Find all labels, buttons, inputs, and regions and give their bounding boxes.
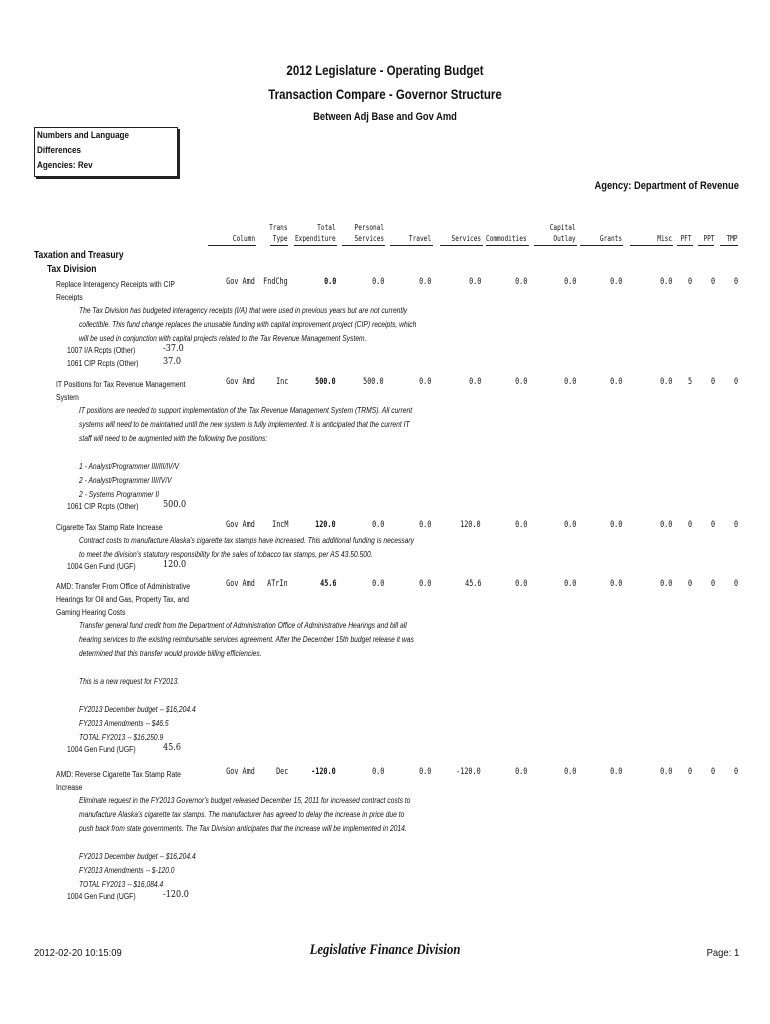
filter-line: Numbers and Language bbox=[37, 130, 129, 141]
header-rule bbox=[342, 245, 385, 246]
transaction-description: 1 - Analyst/Programmer III/III/IV/V bbox=[79, 462, 179, 471]
transaction-description: to meet the division's statutory responsibility for the sales of tobacco tax stamps, per AS 43.50.500. bbox=[79, 550, 373, 559]
transaction-description: hearing services to the existing reimbursable services agreement. After the December 15th budget release it was bbox=[79, 635, 414, 644]
col-header-tmp: TMP bbox=[726, 234, 738, 243]
amount-cell: 0 bbox=[710, 520, 715, 530]
transaction-description: determined that this transfer would provide billing efficiencies. bbox=[79, 649, 262, 658]
amount-cell: 0.0 bbox=[514, 277, 527, 287]
total-expenditure-value: 120.0 bbox=[315, 520, 336, 530]
amount-cell: 0.0 bbox=[418, 767, 431, 777]
header-rule bbox=[208, 245, 256, 246]
amount-cell: 0.0 bbox=[563, 767, 576, 777]
fund-amount: -37.0 bbox=[163, 343, 184, 354]
amount-cell: 0.0 bbox=[659, 520, 672, 530]
header-rule bbox=[698, 245, 714, 246]
transaction-title: AMD: Reverse Cigarette Tax Stamp Rate bbox=[56, 770, 181, 779]
component-heading: Tax Division bbox=[47, 264, 97, 275]
amount-cell: 0.0 bbox=[659, 767, 672, 777]
amount-cell: 120.0 bbox=[460, 520, 481, 530]
transaction-description: collectible. This fund change replaces the unusable funding with capital improvement project (CIP) receipts, which bbox=[79, 320, 417, 329]
transaction-description: TOTAL FY2013 -- $16,250.9 bbox=[79, 733, 164, 742]
footer-timestamp: 2012-02-20 10:15:09 bbox=[34, 947, 122, 959]
col-header-services: Services bbox=[451, 234, 481, 243]
transaction-description: staff will need to be augmented with the following five positions: bbox=[79, 434, 268, 443]
amount-cell: 0 bbox=[710, 767, 715, 777]
amount-cell: 0.0 bbox=[563, 579, 576, 589]
header-rule bbox=[677, 245, 693, 246]
transaction-title: IT Positions for Tax Revenue Management bbox=[56, 380, 186, 389]
transaction-title: Cigarette Tax Stamp Rate Increase bbox=[56, 523, 163, 532]
header-rule bbox=[294, 245, 337, 246]
amount-cell: 0 bbox=[733, 377, 738, 387]
transaction-column: Gov Amd bbox=[226, 767, 255, 777]
amount-cell: -120.0 bbox=[456, 767, 481, 777]
amount-cell: 5 bbox=[687, 377, 692, 387]
total-expenditure-value: 45.6 bbox=[319, 579, 336, 589]
footer-page-number: Page: 1 bbox=[706, 947, 739, 959]
fund-source: 1007 I/A Rcpts (Other) bbox=[67, 346, 136, 355]
fund-source: 1061 CIP Rcpts (Other) bbox=[67, 359, 139, 368]
amount-cell: 0.0 bbox=[418, 277, 431, 287]
transaction-description: manufacture Alaska's cigarette tax stamps. The manufacturer has agreed to delay the increase in price due to bbox=[79, 810, 405, 819]
transaction-type: Dec bbox=[275, 767, 288, 777]
amount-cell: 0.0 bbox=[418, 579, 431, 589]
col-header-total-expenditure: Total Expenditure bbox=[295, 223, 336, 243]
amount-cell: 0.0 bbox=[514, 377, 527, 387]
amount-cell: 0.0 bbox=[609, 520, 622, 530]
fund-source: 1004 Gen Fund (UGF) bbox=[67, 892, 136, 901]
amount-cell: 0.0 bbox=[468, 277, 481, 287]
amount-cell: 0 bbox=[710, 277, 715, 287]
amount-cell: 0.0 bbox=[418, 520, 431, 530]
transaction-description: FY2013 Amendments -- $46.5 bbox=[79, 719, 169, 728]
fund-amount: -120.0 bbox=[163, 889, 189, 900]
amount-cell: 0 bbox=[733, 579, 738, 589]
transaction-description: This is a new request for FY2013. bbox=[79, 677, 180, 686]
report-subtitle: Transaction Compare - Governor Structure bbox=[268, 86, 502, 102]
transaction-title: Receipts bbox=[56, 293, 83, 302]
fund-amount: 37.0 bbox=[163, 356, 181, 367]
amount-cell: 0.0 bbox=[659, 277, 672, 287]
transaction-title: Gaming Hearing Costs bbox=[56, 608, 126, 617]
col-header-commodities: Commodities bbox=[486, 234, 527, 243]
amount-cell: 0.0 bbox=[563, 377, 576, 387]
transaction-description: FY2013 December budget -- $16,204.4 bbox=[79, 852, 196, 861]
amount-cell: 0.0 bbox=[371, 277, 384, 287]
report-title: 2012 Legislature - Operating Budget bbox=[286, 62, 484, 78]
transaction-description: FY2013 December budget -- $16,204.4 bbox=[79, 705, 196, 714]
fund-amount: 45.6 bbox=[163, 742, 181, 753]
amount-cell: 0.0 bbox=[371, 767, 384, 777]
amount-cell: 0.0 bbox=[468, 377, 481, 387]
header-rule bbox=[270, 245, 288, 246]
transaction-column: Gov Amd bbox=[226, 579, 255, 589]
fund-source: 1004 Gen Fund (UGF) bbox=[67, 562, 136, 571]
header-rule bbox=[486, 245, 529, 246]
amount-cell: 0.0 bbox=[609, 579, 622, 589]
transaction-description: FY2013 Amendments -- $-120.0 bbox=[79, 866, 175, 875]
amount-cell: 0.0 bbox=[418, 377, 431, 387]
header-rule bbox=[390, 245, 433, 246]
col-header-grants: Grants bbox=[599, 234, 622, 243]
agency-label: Agency: Department of Revenue bbox=[594, 180, 739, 192]
fund-source: 1004 Gen Fund (UGF) bbox=[67, 745, 136, 754]
amount-cell: 0 bbox=[733, 767, 738, 777]
header-rule bbox=[440, 245, 483, 246]
total-expenditure-value: 0.0 bbox=[323, 277, 336, 287]
amount-cell: 0.0 bbox=[371, 579, 384, 589]
amount-cell: 0.0 bbox=[659, 377, 672, 387]
transaction-description: will be used in conjunction with capital projects related to the Tax Revenue Management System. bbox=[79, 334, 367, 343]
transaction-description: Eliminate request in the FY2013 Governor's budget released December 15, 2011 for increased contract costs to bbox=[79, 796, 411, 805]
transaction-type: Inc bbox=[275, 377, 288, 387]
amount-cell: 45.6 bbox=[464, 579, 481, 589]
amount-cell: 0 bbox=[687, 520, 692, 530]
amount-cell: 0.0 bbox=[659, 579, 672, 589]
amount-cell: 0.0 bbox=[563, 520, 576, 530]
amount-cell: 0.0 bbox=[514, 520, 527, 530]
amount-cell: 0 bbox=[710, 579, 715, 589]
comparison-subtitle: Between Adj Base and Gov Amd bbox=[313, 111, 457, 123]
header-rule bbox=[534, 245, 577, 246]
transaction-column: Gov Amd bbox=[226, 277, 255, 287]
col-header-ppt: PPT bbox=[703, 234, 715, 243]
amount-cell: 0.0 bbox=[514, 579, 527, 589]
transaction-title: Increase bbox=[56, 783, 83, 792]
amount-cell: 500.0 bbox=[363, 377, 384, 387]
amount-cell: 0.0 bbox=[563, 277, 576, 287]
col-header-misc: Misc bbox=[657, 234, 672, 243]
amount-cell: 0.0 bbox=[609, 377, 622, 387]
col-header-capital-outlay: Capital Outlay bbox=[550, 223, 576, 243]
amount-cell: 0 bbox=[733, 520, 738, 530]
transaction-column: Gov Amd bbox=[226, 520, 255, 530]
transaction-title: System bbox=[56, 393, 79, 402]
total-expenditure-value: -120.0 bbox=[311, 767, 336, 777]
col-header-personal-services: Personal Services bbox=[354, 223, 384, 243]
amount-cell: 0 bbox=[687, 579, 692, 589]
total-expenditure-value: 500.0 bbox=[315, 377, 336, 387]
header-rule bbox=[630, 245, 673, 246]
fund-source: 1061 CIP Rcpts (Other) bbox=[67, 502, 139, 511]
transaction-description: IT positions are needed to support implementation of the Tax Revenue Management System (TRMS). All current bbox=[79, 406, 413, 415]
transaction-description: systems will need to be maintained until the new system is fully implemented. It is anticipated that the current IT bbox=[79, 420, 410, 429]
transaction-column: Gov Amd bbox=[226, 377, 255, 387]
fund-amount: 120.0 bbox=[163, 559, 187, 570]
col-header-travel: Travel bbox=[408, 234, 431, 243]
transaction-description: 2 - Systems Programmer II bbox=[79, 490, 160, 499]
transaction-title: Replace Interagency Receipts with CIP bbox=[56, 280, 175, 289]
col-header-pft: PFT bbox=[680, 234, 692, 243]
transaction-title: AMD: Transfer From Office of Administrative bbox=[56, 582, 191, 591]
amount-cell: 0 bbox=[733, 277, 738, 287]
appropriation-heading: Taxation and Treasury bbox=[34, 250, 124, 261]
amount-cell: 0.0 bbox=[609, 277, 622, 287]
col-header-trans-type: Trans Type bbox=[269, 223, 288, 243]
amount-cell: 0 bbox=[687, 767, 692, 777]
transaction-title: Hearings for Oil and Gas, Property Tax, and bbox=[56, 595, 189, 604]
amount-cell: 0.0 bbox=[514, 767, 527, 777]
transaction-type: ATrIn bbox=[267, 579, 288, 589]
filter-line: Agencies: Rev bbox=[37, 160, 93, 171]
transaction-type: FndChg bbox=[263, 277, 288, 287]
transaction-description: Contract costs to manufacture Alaska's cigarette tax stamps have increased. This additional funding is necessary bbox=[79, 536, 414, 545]
filter-line: Differences bbox=[37, 145, 81, 156]
transaction-description: TOTAL FY2013 -- $16,084.4 bbox=[79, 880, 164, 889]
transaction-description: push back from state governments. The Tax Division anticipates that the increase will be implemented in 2014. bbox=[79, 824, 407, 833]
amount-cell: 0 bbox=[687, 277, 692, 287]
transaction-description: Transfer general fund credit from the Department of Administration Office of Administrative Hearings and bill all bbox=[79, 621, 407, 630]
transaction-description: 2 - Analyst/Programmer III/IV/V bbox=[79, 476, 172, 485]
amount-cell: 0.0 bbox=[609, 767, 622, 777]
header-rule bbox=[720, 245, 738, 246]
col-header-column: Column bbox=[232, 234, 255, 243]
transaction-description: The Tax Division has budgeted interagency receipts (I/A) that were used in previous years but are not currently bbox=[79, 306, 408, 315]
footer-division: Legislative Finance Division bbox=[309, 942, 461, 958]
filter-box bbox=[34, 127, 178, 177]
amount-cell: 0 bbox=[710, 377, 715, 387]
amount-cell: 0.0 bbox=[371, 520, 384, 530]
transaction-type: IncM bbox=[271, 520, 288, 530]
fund-amount: 500.0 bbox=[163, 499, 187, 510]
header-rule bbox=[580, 245, 623, 246]
